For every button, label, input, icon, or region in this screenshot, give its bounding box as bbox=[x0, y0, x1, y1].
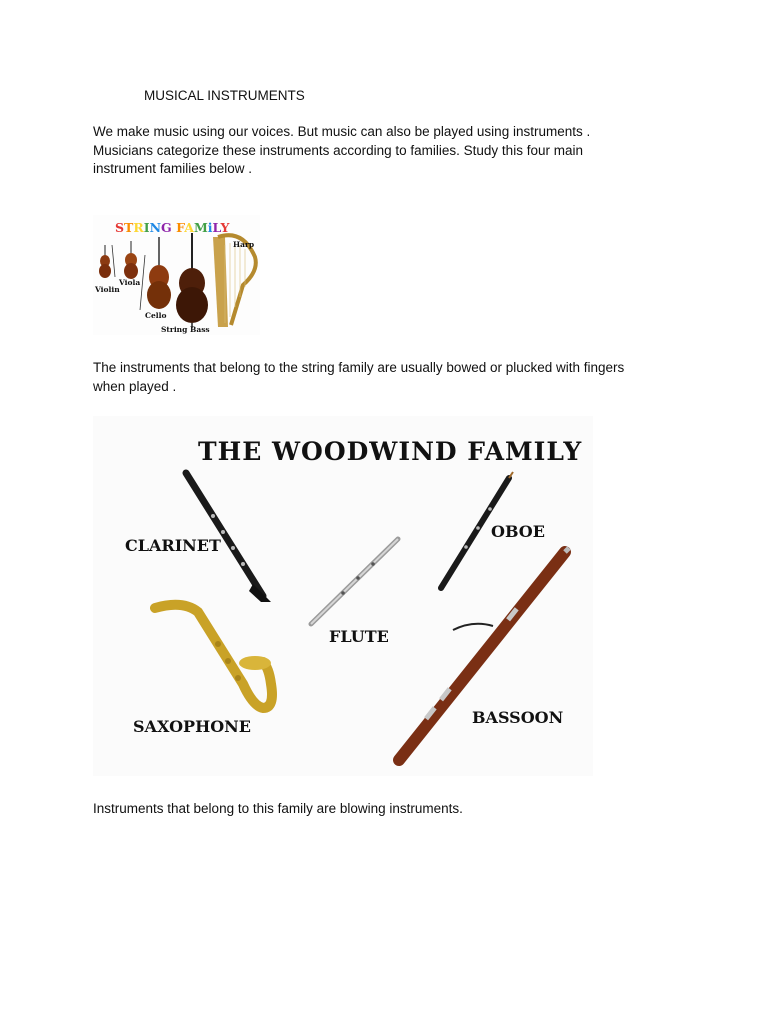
intro-line: Musicians categorize these instruments according to families. Study this four main bbox=[93, 142, 583, 158]
woodwind-family-paragraph bbox=[93, 800, 693, 819]
string-text-line: The instruments that belong to the string family are usually bowed or plucked with fingers bbox=[93, 360, 625, 375]
flute-illustration bbox=[311, 539, 398, 624]
woodwind-family-title: THE WOODWIND FAMILY bbox=[198, 437, 583, 466]
saxophone-label: SAXOPHONE bbox=[133, 717, 251, 736]
saxophone-illustration bbox=[155, 605, 272, 708]
page-title: MUSICAL INSTRUMENTS bbox=[144, 88, 305, 103]
oboe-label: OBOE bbox=[491, 522, 545, 541]
intro-paragraph bbox=[93, 123, 693, 179]
woodwind-family-image bbox=[93, 416, 593, 776]
clarinet-label: CLARINET bbox=[125, 536, 221, 555]
violin-label: Violin bbox=[95, 285, 120, 294]
string-family-title: STRING FAMiLY bbox=[115, 220, 230, 235]
harp-label: Harp bbox=[233, 240, 255, 249]
cello-label: Cello bbox=[145, 311, 167, 320]
flute-label: FLUTE bbox=[329, 627, 389, 646]
intro-line: We make music using our voices. But music can also be played using instruments . bbox=[93, 124, 591, 139]
string-family-paragraph bbox=[93, 359, 693, 396]
string-text-line: when played . bbox=[93, 378, 177, 394]
bassoon-illustration bbox=[399, 548, 569, 760]
viola-label: Viola bbox=[119, 278, 141, 287]
intro-line: instrument families below . bbox=[93, 161, 253, 176]
string-bass-label: String Bass bbox=[161, 325, 210, 334]
woodwind-text-line: Instruments that belong to this family are blowing instruments. bbox=[93, 801, 463, 816]
string-family-image bbox=[93, 215, 260, 335]
bassoon-label: BASSOON bbox=[472, 708, 564, 727]
